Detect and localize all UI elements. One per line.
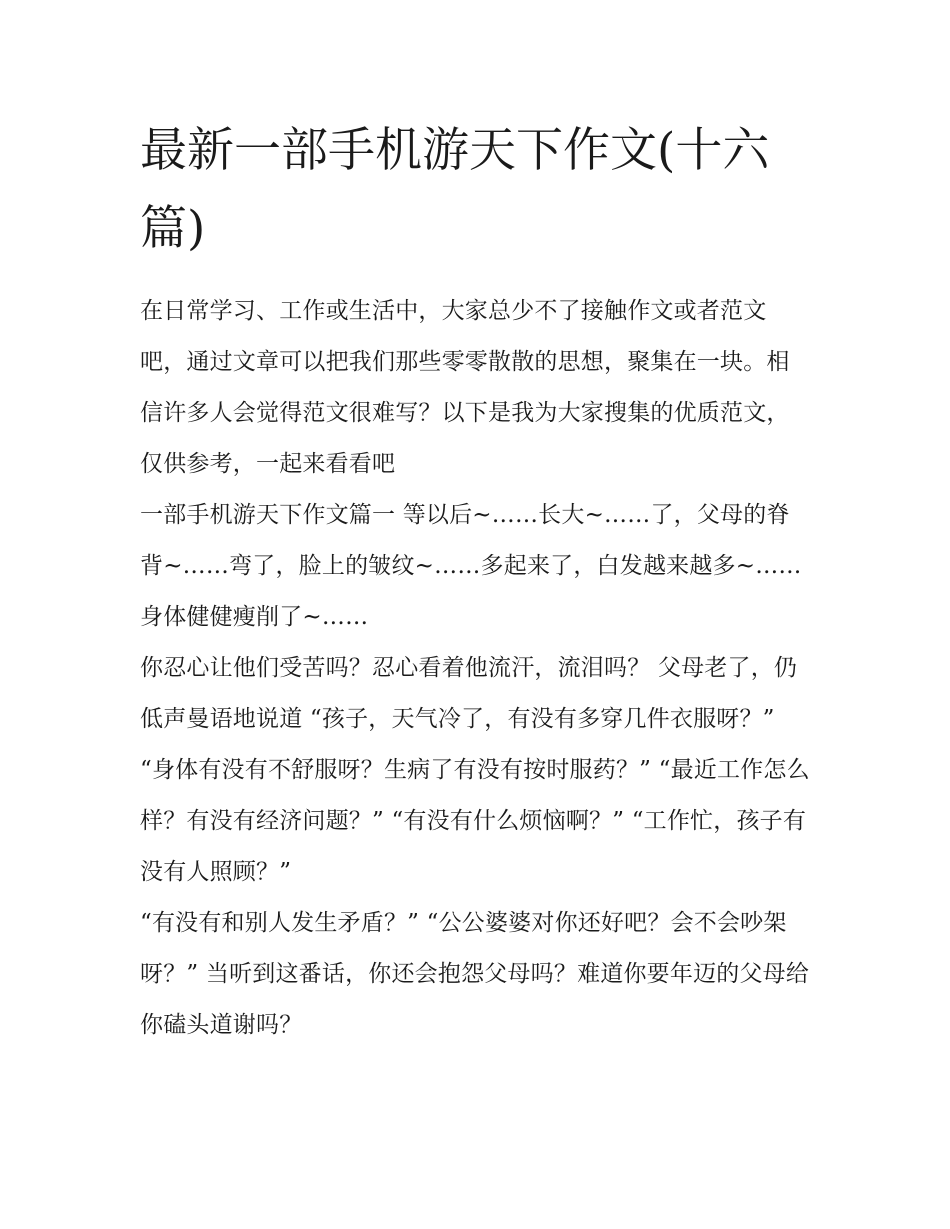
document-title: 最新一部手机游天下作文(十六篇) [140,123,770,256]
paragraph-3: “身体有没有不舒服呀？生病了有没有按时服药？” “最近工作怎么样？有没有经济问题？” “有没有什么烦恼啊？” “工作忙，孩子有没有人照顾？” [140,757,810,885]
paragraph-intro: 在日常学习、工作或生活中，大家总少不了接触作文或者范文吧，通过文章可以把我们那些零零散散的思想，聚集在一块。相信许多人会觉得范文很难写？以下是我为大家搜集的优质范文，仅供参考，一起来看看吧 [140,298,790,477]
paragraph-1: 一部手机游天下作文篇一 等以后~……长大~……了，父母的脊背~……弯了，脸上的皱纹~……多起来了，白发越来越多~……身体健健瘦削了~…… [140,502,802,630]
document-body [140,112,812,1051]
paragraph-4: “有没有和别人发生矛盾？” “公公婆婆对你还好吧？会不会吵架呀？” 当听到这番话，你还会抱怨父母吗？难道你要年迈的父母给你磕头道谢吗？ [140,910,810,1038]
paragraph-2: 你忍心让他们受苦吗？忍心看着他流汗，流泪吗？ 父母老了，仍低声曼语地说道 “孩子，天气冷了，有没有多穿几件衣服呀？” [140,655,798,732]
